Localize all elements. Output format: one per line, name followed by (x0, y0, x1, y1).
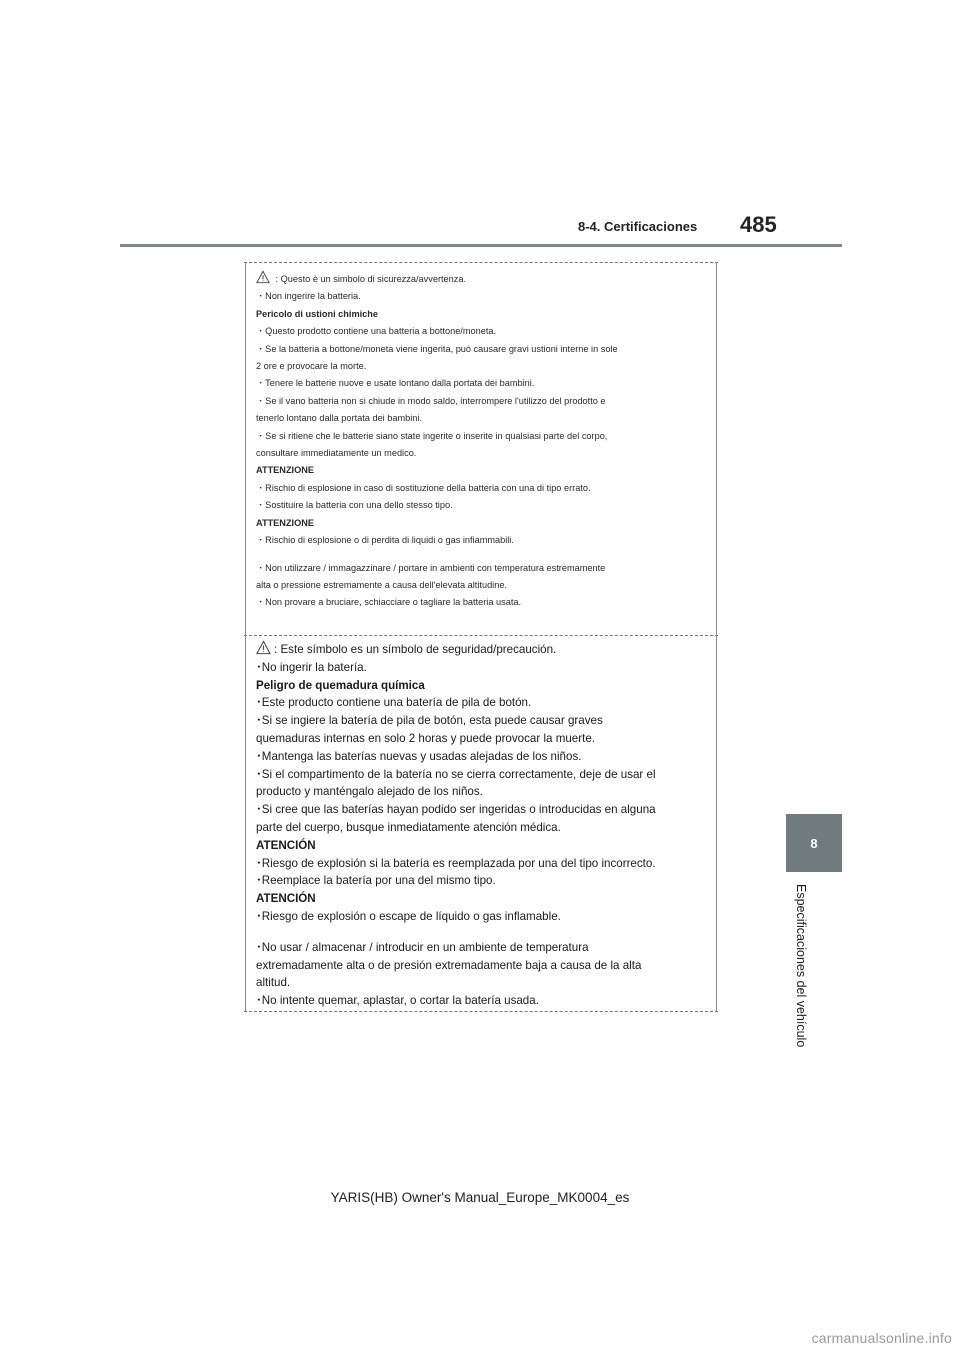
notice-line-text: ･Si se ingiere la batería de pila de botón, esta puede causar graves (256, 714, 603, 728)
chapter-number: 8 (810, 835, 818, 851)
notice-line (256, 694, 708, 712)
notice-heading (256, 515, 708, 532)
manual-reference: YARIS(HB) Owner's Manual_Europe_MK0004_es (330, 1190, 630, 1205)
notice-heading (256, 462, 708, 479)
warning-triangle-icon (256, 640, 271, 655)
notice-line-text: ・Se la batteria a bottone/moneta viene ingerita, può causare gravi ustioni interne in sole (256, 343, 618, 354)
notice-middle-rule (244, 635, 718, 636)
notice-line (256, 270, 708, 288)
notice-line-text: alta o pressione estremamente a causa dell'elevata altitudine. (256, 579, 507, 590)
notice-line-text: ･Riesgo de explosión o escape de líquido o gas inflamable. (256, 909, 561, 923)
notice-top-rule (244, 262, 718, 263)
notice-line-text: ・Se si ritiene che le batterie siano state ingerite o inserite in qualsiasi parte del corpo, (256, 430, 608, 441)
notice-heading (256, 837, 708, 855)
paragraph-gap (256, 550, 708, 560)
notice-line-text: ･No intente quemar, aplastar, o cortar la batería usada. (256, 994, 539, 1008)
notice-line-text: ･No usar / almacenar / introducir en un ambiente de temperatura (256, 940, 589, 954)
notice-line-text: : Questo è un simbolo di sicurezza/avvertenza. (273, 274, 467, 284)
italian-notice (256, 270, 708, 612)
notice-line (256, 428, 708, 445)
notice-bottom-rule (244, 1011, 718, 1012)
notice-line (256, 659, 708, 677)
notice-line-text: producto y manténgalo alejado de los niños. (256, 785, 483, 799)
notice-line (256, 872, 708, 890)
notice-line (256, 730, 708, 748)
paragraph-gap (256, 926, 708, 939)
notice-line-text: ・Non provare a bruciare, schiacciare o tagliare la batteria usata. (256, 597, 522, 608)
notice-line (256, 497, 708, 514)
notice-line (256, 480, 708, 497)
notice-line-text: ・Tenere le batterie nuove e usate lontano dalla portata dei bambini. (256, 378, 535, 389)
notice-line (256, 819, 708, 837)
notice-line-text: ATENCIÓN (256, 838, 316, 852)
notice-line-text: ･Reemplace la batería por una del mismo tipo. (256, 874, 496, 888)
notice-line (256, 855, 708, 873)
notice-line-text: ・Rischio di esplosione in caso di sostituzione della batteria con una di tipo errato. (256, 482, 591, 493)
notice-line-text: ・Questo prodotto contiene una batteria a bottone/moneta. (256, 326, 497, 337)
notice-line-text: ･Si cree que las baterías hayan podido ser ingeridas o introducidas en alguna (256, 803, 656, 817)
notice-line-text: ･Riesgo de explosión si la batería es reemplazada por una del tipo incorrecto. (256, 856, 656, 870)
notice-line-text: consultare immediatamente un medico. (256, 448, 417, 459)
notice-line-text: : Este símbolo es un símbolo de seguridad/precaución. (274, 643, 557, 656)
notice-line-text: ・Se il vano batteria non si chiude in modo saldo, interrompere l'utilizzo del prodotto e (256, 395, 606, 406)
notice-heading (256, 890, 708, 908)
notice-line-text: ATENCIÓN (256, 892, 316, 906)
notice-line (256, 908, 708, 926)
notice-line-text: parte del cuerpo, busque inmediatamente atención médica. (256, 820, 561, 834)
notice-line (256, 801, 708, 819)
notice-line-text: ・Non ingerire la batteria. (256, 291, 361, 302)
notice-line (256, 560, 708, 577)
notice-line (256, 393, 708, 410)
battery-warning-notice (245, 262, 717, 1012)
notice-line-text: extremadamente alta o de presión extremadamente baja a causa de la alta (256, 958, 642, 972)
notice-line-text: ・Non utilizzare / immagazzinare / portare in ambienti con temperatura estremamente (256, 562, 606, 573)
notice-line-text: Peligro de quemadura química (256, 678, 425, 692)
chapter-title: Especificaciones del vehículo (794, 884, 808, 1048)
notice-line (256, 375, 708, 392)
notice-heading (256, 306, 708, 323)
notice-line (256, 974, 708, 992)
notice-line-text: 2 ore e provocare la morte. (256, 361, 367, 372)
notice-line (256, 783, 708, 801)
notice-line (256, 939, 708, 957)
notice-line-text: altitud. (256, 976, 291, 990)
notice-line (256, 640, 708, 659)
notice-line (256, 288, 708, 305)
notice-line (256, 323, 708, 340)
notice-line (256, 410, 708, 427)
notice-line-text: ･Si el compartimento de la batería no se cierra correctamente, deje de usar el (256, 767, 656, 781)
notice-line-text: quemaduras internas en solo 2 horas y puede provocar la muerte. (256, 731, 595, 745)
notice-line (256, 532, 708, 549)
notice-line-text: ･Mantenga las baterías nuevas y usadas alejadas de los niños. (256, 749, 582, 763)
notice-line-text: ATTENZIONE (256, 517, 315, 528)
notice-line (256, 957, 708, 975)
notice-line (256, 992, 708, 1010)
notice-line-text: Pericolo di ustioni chimiche (256, 308, 379, 319)
chapter-tab[interactable] (786, 814, 842, 872)
notice-line-text: ATTENZIONE (256, 465, 315, 476)
notice-line-text: ・Rischio di esplosione o di perdita di liquidi o gas infiammabili. (256, 535, 514, 546)
spanish-notice (256, 640, 708, 1010)
page-number: 485 (740, 212, 777, 237)
notice-line (256, 712, 708, 730)
notice-line (256, 594, 708, 611)
notice-line (256, 445, 708, 462)
notice-line-text: ･No ingerir la batería. (256, 660, 367, 674)
watermark: carmanualsonline.info (811, 1330, 952, 1346)
notice-line-text: tenerlo lontano dalla portata dei bambini. (256, 413, 422, 424)
header-divider (120, 244, 842, 247)
notice-line (256, 748, 708, 766)
warning-triangle-icon (256, 270, 270, 284)
notice-line-text: ・Sostituire la batteria con una dello stesso tipo. (256, 500, 453, 511)
section-title: 8-4. Certificaciones (578, 219, 698, 234)
notice-line (256, 766, 708, 784)
notice-line (256, 358, 708, 375)
notice-line (256, 341, 708, 358)
notice-heading (256, 677, 708, 695)
notice-line (256, 577, 708, 594)
notice-line-text: ･Este producto contiene una batería de pila de botón. (256, 696, 532, 710)
